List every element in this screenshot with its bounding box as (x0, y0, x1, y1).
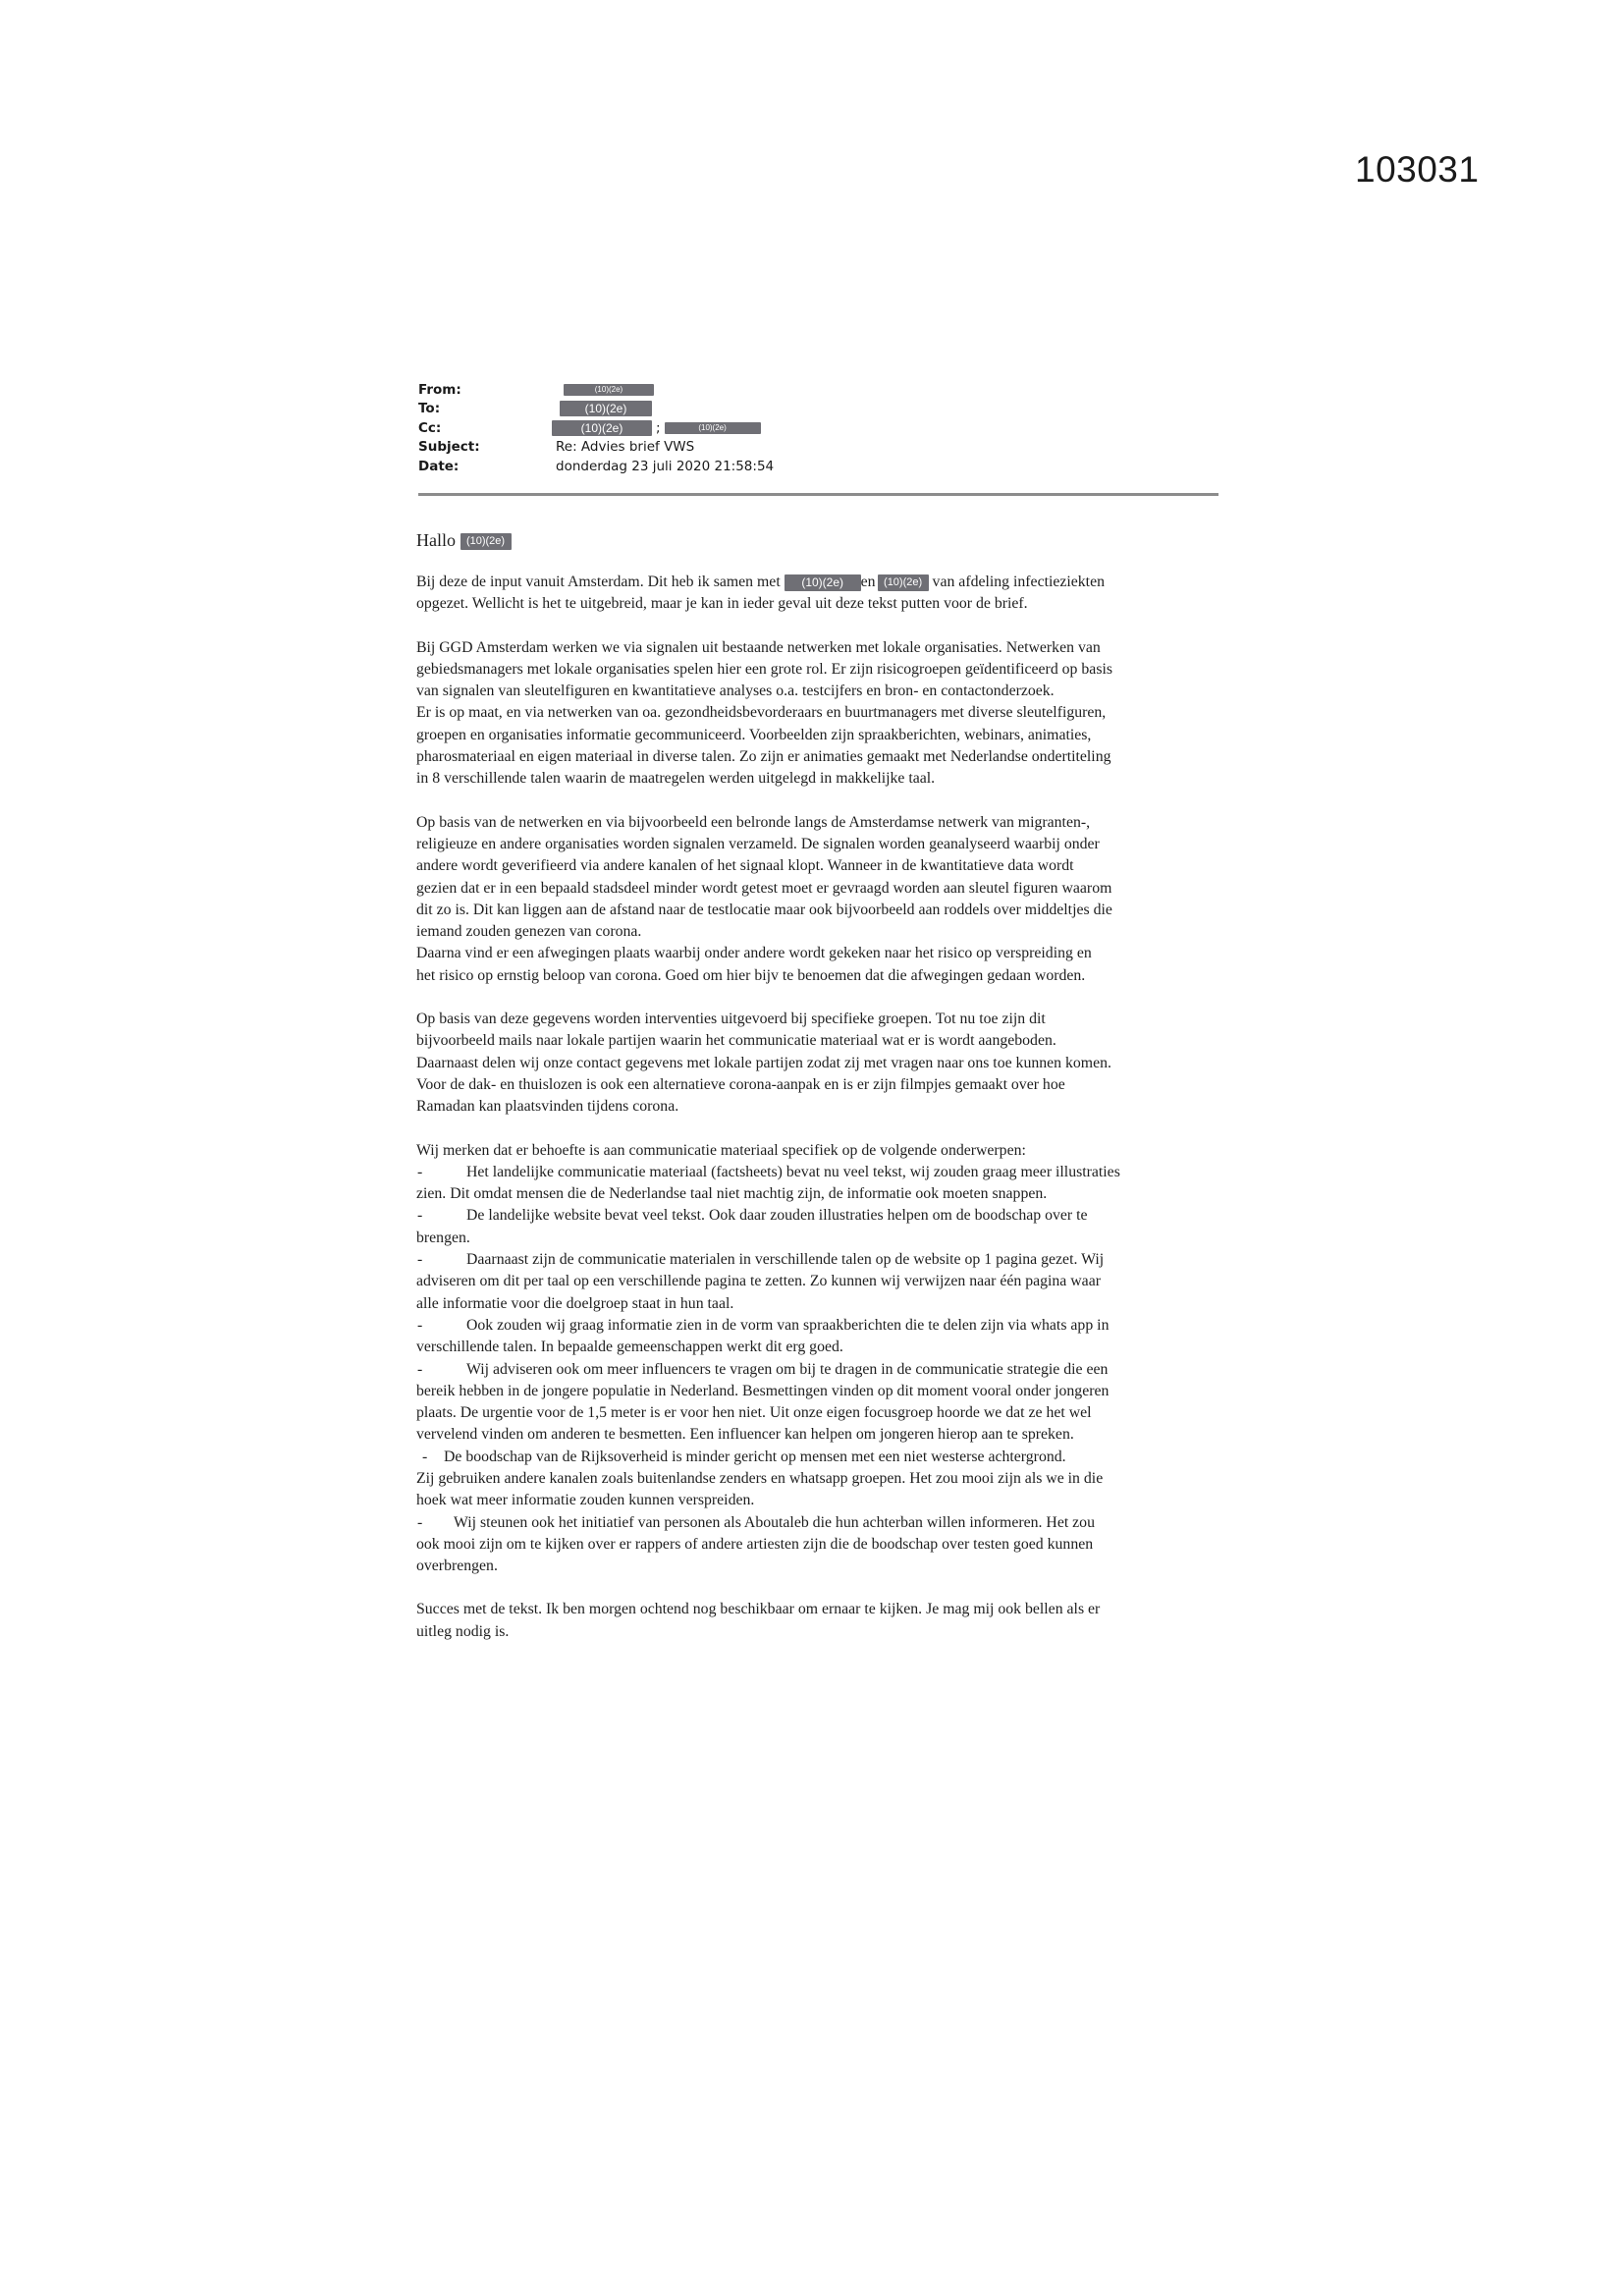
bullet-dash: - (422, 1448, 428, 1465)
bullet-text: De boodschap van de Rijksoverheid is minder gericht op mensen met een niet westerse achtergrond. (444, 1448, 1066, 1465)
bullet-dash: - (417, 1513, 423, 1531)
paragraph-3-line: het risico op ernstig beloop van corona. Goed om hier bijv te benoemen dat die afwegingen gedaan worden. (416, 966, 1086, 984)
paragraph-4 (416, 1009, 1219, 1118)
bullet-text: Ook zouden wij graag informatie zien in de vorm van spraakberichten die te delen zijn via whats app in (466, 1316, 1110, 1334)
date-row (418, 457, 1218, 476)
intro-text-en: en (860, 574, 876, 590)
intro-text-a: Bij deze de input vanuit Amsterdam. Dit heb ik samen met (416, 574, 781, 590)
paragraph-2-line: van signalen van sleutelfiguren en kwantitatieve analyses o.a. testcijfers en bron- en contactonderzoek. (416, 683, 1055, 700)
bullet-text: Wij adviseren ook om meer influencers te vragen om bij te dragen in de communicatie strategie die een (466, 1360, 1109, 1378)
paragraph-4-line: Ramadan kan plaatsvinden tijdens corona. (416, 1098, 679, 1116)
paragraph-needs (416, 1140, 1219, 1578)
to-label: To: (418, 401, 441, 417)
intro-redaction-2: (10)(2e) (878, 574, 929, 591)
to-redaction: (10)(2e) (560, 401, 652, 416)
needs-intro: Wij merken dat er behoefte is aan communicatie materiaal specifiek op de volgende onderwerpen: (416, 1141, 1026, 1159)
bullet-dash: - (417, 1316, 423, 1334)
bullet-text: Daarnaast zijn de communicatie materialen in verschillende talen op de website op 1 pagina gezet. Wij (466, 1251, 1105, 1269)
bullet-text: bereik hebben in de jongere populatie in Nederland. Besmettingen vinden op dit moment vooral onder jongeren (416, 1382, 1110, 1399)
bullet-dash: - (417, 1360, 423, 1378)
bullet-5 (416, 1359, 1219, 1381)
subject-row (418, 438, 1218, 458)
to-row (418, 400, 1218, 419)
paragraph-3-line: iemand zouden genezen van corona. (416, 923, 642, 941)
paragraph-3-line: religieuze en andere organisaties worden signalen verzameld. De signalen worden geanalyseerd waarbij onder (416, 835, 1100, 852)
paragraph-3-line: andere wordt geverifieerd via andere kanalen of het signaal klopt. Wanneer in de kwantitatieve data wordt (416, 857, 1074, 875)
bullet-dash: - (417, 1251, 423, 1269)
bullet-text: Wij steunen ook het initiatief van personen als Aboutaleb die hun achterban willen informeren. Het zou (454, 1513, 1095, 1531)
paragraph-2-line: in 8 verschillende talen waarin de maatregelen werden uitgelegd in makkelijke taal. (416, 770, 936, 788)
cc-redaction-2: (10)(2e) (665, 422, 761, 434)
intro-text-line-2: opgezet. Wellicht is het te uitgebreid, maar je kan in ieder geval uit deze tekst putten voor de brief. (416, 595, 1028, 613)
bullet-4 (416, 1315, 1219, 1337)
paragraph-3-line: Op basis van de netwerken en via bijvoorbeeld een belronde langs de Amsterdamse netwerk van migranten-, (416, 813, 1091, 831)
cc-redaction-1: (10)(2e) (552, 420, 652, 436)
from-label: From: (418, 381, 461, 398)
paragraph-2-line: Bij GGD Amsterdam werken we via signalen uit bestaande netwerken met lokale organisaties. Netwerken van (416, 638, 1101, 656)
greeting-redaction: (10)(2e) (460, 533, 512, 550)
bullet-text: verschillende talen. In bepaalde gemeenschappen werkt dit erg goed. (416, 1339, 843, 1356)
bullet-text: De landelijke website bevat veel tekst. Ook daar zouden illustraties helpen om de boodschap over te (466, 1207, 1088, 1225)
subject-value: Re: Advies brief VWS (556, 439, 695, 456)
from-redaction: (10)(2e) (564, 384, 654, 396)
intro-text-b: van afdeling infectieziekten (932, 574, 1105, 590)
paragraph-2-line: pharosmateriaal en eigen materiaal in diverse talen. Zo zijn er animaties gemaakt met Nederlandse ondertiteling (416, 748, 1111, 766)
closing-line: Succes met de tekst. Ik ben morgen ochtend nog beschikbaar om ernaar te kijken. Je mag mij ook bellen als er (416, 1601, 1101, 1618)
paragraph-2 (416, 637, 1219, 791)
email-header (418, 380, 1218, 476)
paragraph-2-line: groepen en organisaties informatie gecommuniceerd. Voorbeelden zijn spraakberichten, webinars, animaties, (416, 726, 1092, 743)
bullet-text: brengen. (416, 1229, 470, 1246)
paragraph-2-line: Er is op maat, en via netwerken van oa. gezondheidsbevorderaars en buurtmanagers met diverse sleutelfiguren, (416, 704, 1107, 722)
subject-label: Subject: (418, 439, 480, 456)
paragraph-4-line: Voor de dak- en thuislozen is ook een alternatieve corona-aanpak en is er zijn filmpjes gemaakt over hoe (416, 1075, 1065, 1093)
bullet-dash: - (417, 1163, 423, 1180)
email-body (416, 528, 1219, 1665)
paragraph-2-line: gebiedsmanagers met lokale organisaties spelen hier een grote rol. Er zijn risicogroepen geïdentificeerd op basis (416, 660, 1113, 678)
bullet-1 (416, 1162, 1219, 1183)
paragraph-intro (416, 572, 1219, 616)
date-value: donderdag 23 juli 2020 21:58:54 (556, 458, 775, 474)
bullet-text: alle informatie voor die doelgroep staat in hun taal. (416, 1294, 734, 1312)
page-number: 103031 (1355, 149, 1480, 190)
greeting (416, 528, 1219, 552)
paragraph-3-line: gezien dat er in een bepaald stadsdeel minder wordt getest moet er gevraagd worden aan sleutel figuren waarom (416, 879, 1112, 897)
paragraph-4-line: Daarnaast delen wij onze contact gegevens met lokale partijen zodat zij met vragen naar ons toe kunnen komen. (416, 1054, 1111, 1071)
bullet-text: vervelend vinden om anderen te besmetten. Een influencer kan helpen om jongeren hierop aan te spreken. (416, 1426, 1074, 1444)
cc-separator: ; (656, 419, 661, 436)
cc-label: Cc: (418, 419, 442, 436)
bullet-6 (416, 1447, 1219, 1468)
paragraph-4-line: bijvoorbeeld mails naar lokale partijen waarin het communicatie materiaal wat er is wordt aangeboden. (416, 1032, 1056, 1050)
paragraph-4-line: Op basis van deze gegevens worden interventies uitgevoerd bij specifieke groepen. Tot nu toe zijn dit (416, 1011, 1046, 1028)
greeting-text: Hallo (416, 530, 456, 550)
date-label: Date: (418, 458, 460, 474)
bullet-7 (416, 1512, 1219, 1534)
bullet-text: ook mooi zijn om te kijken over er rappers of andere artiesten zijn die de boodschap over testen goed kunnen (416, 1535, 1094, 1553)
bullet-text: overbrengen. (416, 1558, 498, 1575)
cc-row (418, 418, 1218, 438)
bullet-text: plaats. De urgentie voor de 1,5 meter is er voor hen niet. Uit onze eigen focusgroep hoorde we dat ze het wel (416, 1404, 1092, 1422)
bullet-text: hoek wat meer informatie zouden kunnen verspreiden. (416, 1492, 755, 1509)
header-divider (418, 493, 1218, 496)
paragraph-closing (416, 1599, 1219, 1643)
intro-redaction-1: (10)(2e) (785, 574, 861, 591)
bullet-text: zien. Dit omdat mensen die de Nederlandse taal niet machtig zijn, de informatie ook moeten snappen. (416, 1185, 1048, 1203)
bullet-2 (416, 1205, 1219, 1227)
bullet-dash: - (417, 1207, 423, 1225)
closing-line: uitleg nodig is. (416, 1622, 510, 1640)
paragraph-3-line: dit zo is. Dit kan liggen aan de afstand naar de testlocatie maar ook bijvoorbeeld aan roddels over middeltjes die (416, 901, 1112, 918)
from-row (418, 380, 1218, 400)
bullet-3 (416, 1249, 1219, 1271)
paragraph-3 (416, 812, 1219, 987)
bullet-text: adviseren om dit per taal op een verschillende pagina te zetten. Zo kunnen wij verwijzen naar één pagina waar (416, 1273, 1101, 1290)
paragraph-3-line: Daarna vind er een afwegingen plaats waarbij onder andere wordt gekeken naar het risico op verspreiding en (416, 945, 1092, 962)
bullet-text: Zij gebruiken andere kanalen zoals buitenlandse zenders en whatsapp groepen. Het zou mooi zijn als we in die (416, 1469, 1104, 1487)
bullet-text: Het landelijke communicatie materiaal (factsheets) bevat nu veel tekst, wij zouden graag meer illustraties (466, 1163, 1120, 1180)
